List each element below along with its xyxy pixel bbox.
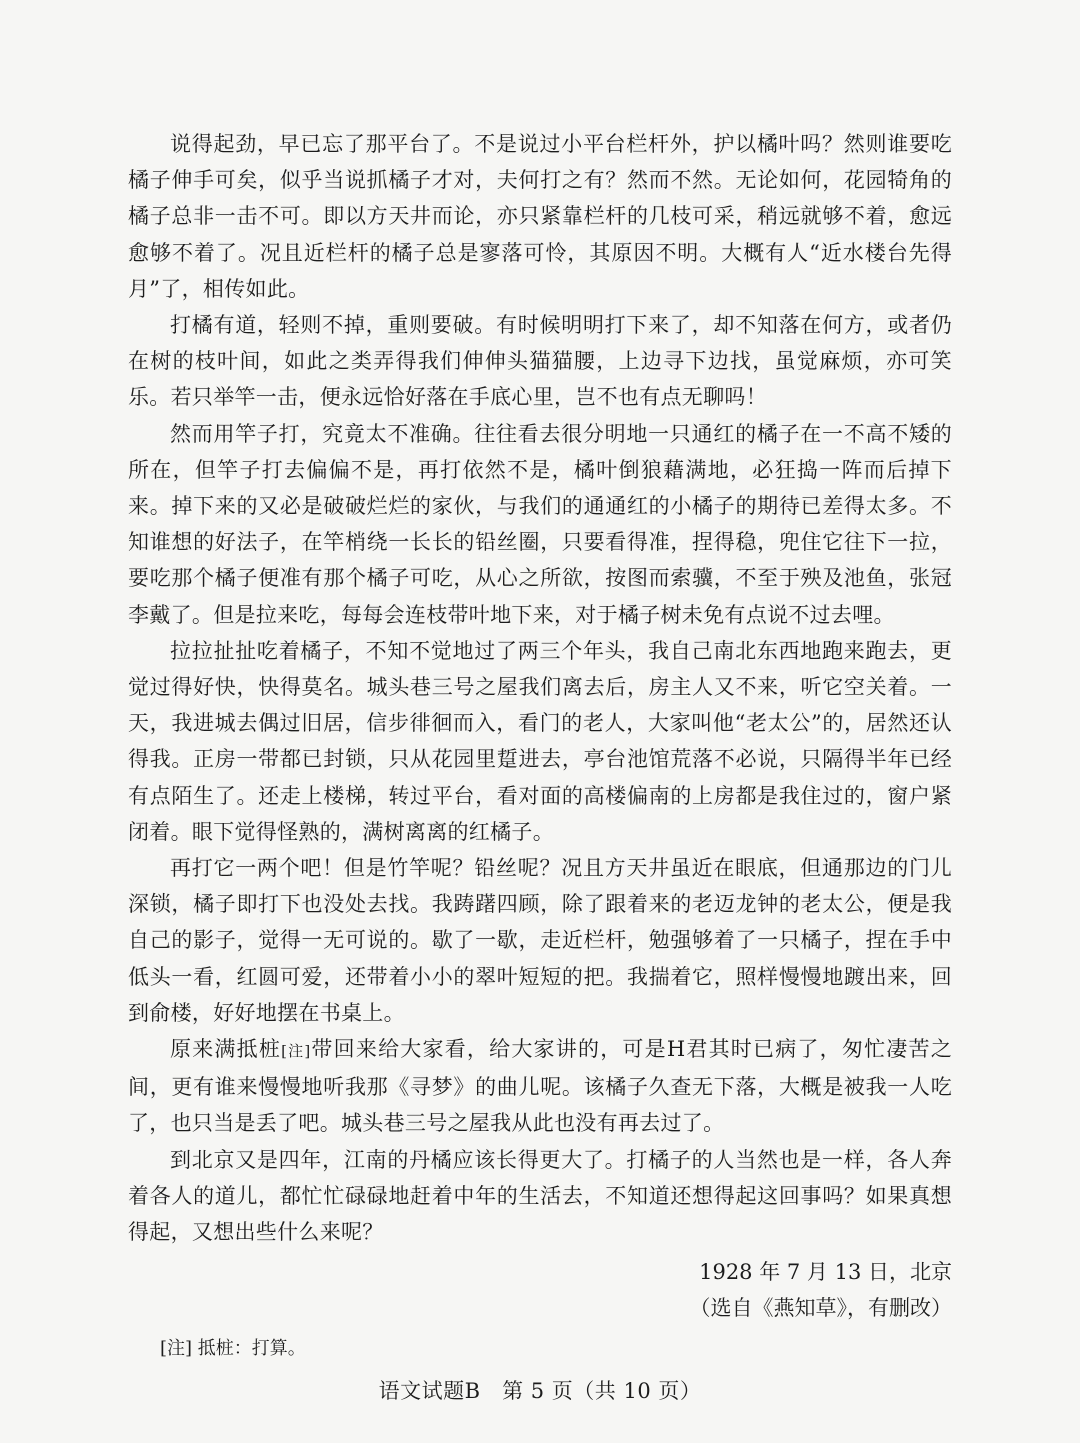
paragraph-6-rest: 带回来给大家看，给大家讲的，可是H君其时已病了，匆忙凄苦之间，更有谁来慢慢地听我那《寻梦》的曲儿呢。该橘子久查无下落，大概是被我一人吃了，也只当是丢了吧。城头巷三号之屋我从此也没有再去过了。 [128, 1037, 953, 1136]
date-signature: 1928 年 7 月 13 日，北京 [699, 1260, 952, 1285]
page-footer: 语文试题B 第 5 页（共 10 页） [378, 1379, 702, 1403]
paragraph-4: 拉拉扯扯吃着橘子，不知不觉地过了两三个年头，我自己南北东西地跑来跑去，更觉过得好快，快得莫名。城头巷三号之屋我们离去后，房主人又不来，听它空关着。一天，我进城去偶过旧居，信步徘徊而入，看门的老人，大家叫他“老太公”的，居然还认得我。正房一带都已封锁，只从花园里踅进去，亭台池馆荒落不必说，只隔得半年已经有点陌生了。还走上楼梯，转过平台，看对面的高楼偏南的上房都是我住过的，窗户紧闭着。眼下觉得怪熟的，满树离离的红橘子。 [128, 638, 952, 844]
source-citation: （选自《燕知草》，有删改） [689, 1296, 952, 1321]
document-body [128, 126, 952, 1364]
paragraph-2: 打橘有道，轻则不掉，重则要破。有时候明明打下来了，却不知落在何方，或者仍在树的枝叶间，如此之类弄得我们伸伸头猫猫腰，上边寻下边找，虽觉麻烦，亦可笑乐。若只举竿一击，便永远恰好落在手底心里，岂不也有点无聊吗！ [128, 313, 952, 410]
paragraph-6 [128, 1031, 952, 1142]
paragraph-7: 到北京又是四年，江南的丹橘应该长得更大了。打橘子的人当然也是一样，各人奔着各人的道儿，都忙忙碌碌地赶着中年的生活去，不知道还想得起这回事吗？如果真想得起，又想出些什么来呢？ [128, 1147, 952, 1245]
paragraph-5: 再打它一两个吧！但是竹竿呢？铅丝呢？况且方天井虽近在眼底，但通那边的门儿深锁，橘子即打下也没处去找。我踌躇四顾，除了跟着来的老迈龙钟的老太公，便是我自己的影子，觉得一无可说的。歇了一歇，走近栏杆，勉强够着了一只橘子，捏在手中低头一看，红圆可爱，还带着小小的翠叶短短的把。我揣着它，照样慢慢地踱出来，回到俞楼，好好地摆在书桌上。 [128, 856, 952, 1025]
footnote-mark: [注] [281, 1042, 311, 1061]
paragraph-6-start: 原来满抵桩 [170, 1037, 282, 1062]
paragraph-1: 说得起劲，早已忘了那平台了。不是说过小平台栏杆外，护以橘叶吗？然则谁要吃橘子伸手可矣，似乎当说抓橘子才对，夫何打之有？然而不然。无论如何，花园犄角的橘子总非一击不可。即以方天井而论，亦只紧靠栏杆的几枝可采，稍远就够不着，愈远愈够不着了。况且近栏杆的橘子总是寥落可怜，其原因不明。大概有人“近水楼台先得月”了，相传如此。 [128, 132, 952, 301]
paragraph-3: 然而用竿子打，究竟太不准确。往往看去很分明地一只通红的橘子在一不高不矮的所在，但竿子打去偏偏不是，再打依然不是，橘叶倒狼藉满地，必狂捣一阵而后掉下来。掉下来的又必是破破烂烂的家伙，与我们的通通红的小橘子的期待已差得太多。不知谁想的好法子，在竿梢绕一长长的铅丝圈，只要看得准，捏得稳，兜住它往下一拉，要吃那个橘子便准有那个橘子可吃，从心之所欲，按图而索骥，不至于殃及池鱼，张冠李戴了。但是拉来吃，每每会连枝带叶地下来，对于橘子树未免有点说不过去哩。 [128, 421, 952, 627]
footnote: [注] 抵桩：打算。 [160, 1338, 306, 1360]
